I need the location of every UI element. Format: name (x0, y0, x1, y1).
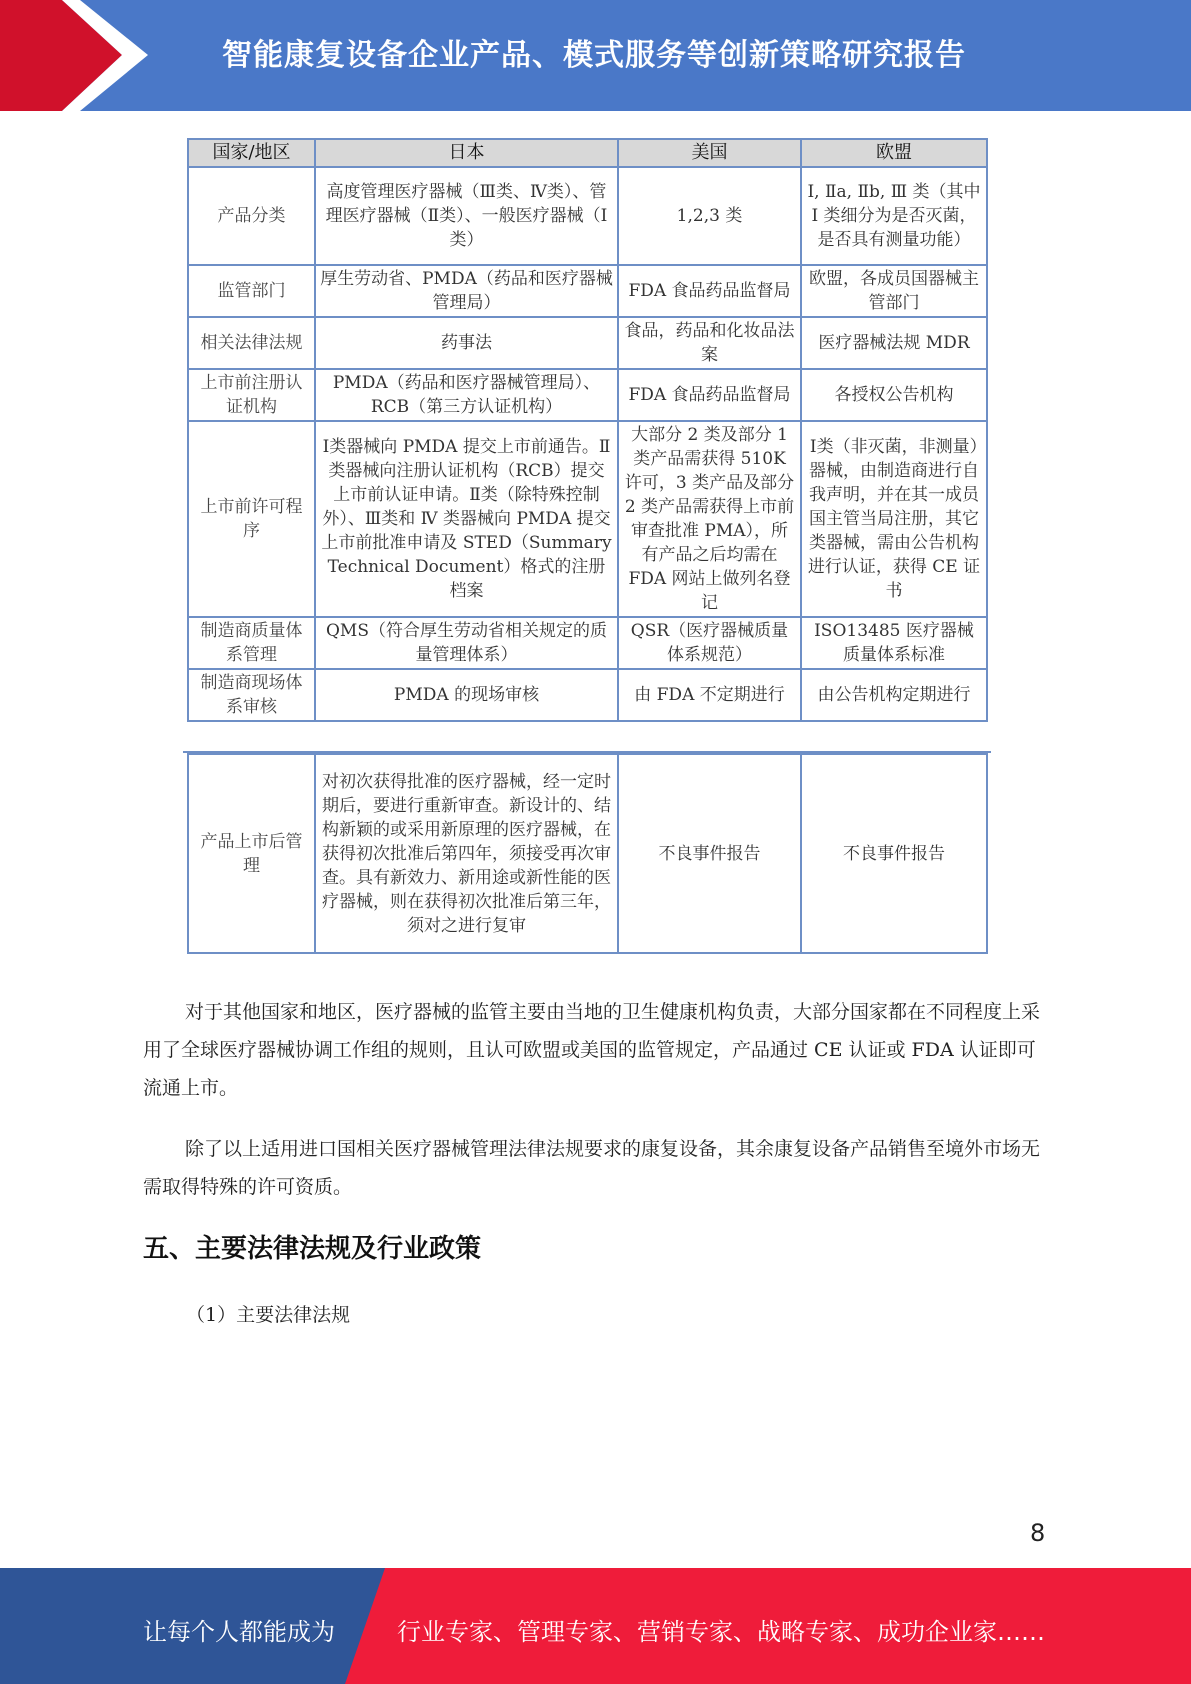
sub-heading: （1）主要法律法规 (186, 1304, 351, 1326)
page-number: 8 (1030, 1519, 1046, 1547)
cell-usa: 由 FDA 不定期进行 (618, 669, 801, 721)
cell-eu: 欧盟，各成员国器械主管部门 (801, 265, 987, 317)
cell-eu: 各授权公告机构 (801, 369, 987, 421)
footer-slogan-left: 让每个人都能成为 (143, 1618, 335, 1646)
page-footer (0, 1568, 1191, 1684)
body-paragraph: 除了以上适用进口国相关医疗器械管理法律法规要求的康复设备，其余康复设备产品销售至境外市场无需取得特殊的许可资质。 (143, 1138, 1041, 1198)
table-row (188, 617, 987, 669)
cell-usa: 1,2,3 类 (618, 167, 801, 265)
row-label: 制造商现场体系审核 (188, 669, 315, 721)
cell-usa: QSR（医疗器械质量体系规范） (618, 617, 801, 669)
cell-japan: 厚生劳动省、PMDA（药品和医疗器械管理局） (315, 265, 618, 317)
table-row (188, 167, 987, 265)
cell-japan: Ⅰ类器械向 PMDA 提交上市前通告。Ⅱ类器械向注册认证机构（RCB）提交上市前认证申请。Ⅱ类（除特殊控制外）、Ⅲ类和 Ⅳ 类器械向 PMDA 提交上市前批准申请及 STED（Summary Technical Document）格式的注册档案 (315, 421, 618, 617)
section-heading: 五、主要法律法规及行业政策 (143, 1234, 482, 1264)
row-label: 产品分类 (188, 167, 315, 265)
row-label: 制造商质量体系管理 (188, 617, 315, 669)
header-japan: 日本 (315, 139, 618, 167)
regulation-comparison-table-continued (187, 753, 988, 954)
cell-japan: PMDA（药品和医疗器械管理局）、RCB（第三方认证机构） (315, 369, 618, 421)
table-row (188, 369, 987, 421)
table-header-row (188, 139, 987, 167)
cell-usa: 大部分 2 类及部分 1 类产品需获得 510K 许可，3 类产品及部分 2 类产品需获得上市前审查批准 PMA），所有产品之后均需在 FDA 网站上做列名登记 (618, 421, 801, 617)
cell-japan: QMS（符合厚生劳动省相关规定的质量管理体系） (315, 617, 618, 669)
row-label: 上市前许可程序 (188, 421, 315, 617)
cell-eu: ISO13485 医疗器械质量体系标准 (801, 617, 987, 669)
page-header (0, 0, 1191, 111)
row-label: 监管部门 (188, 265, 315, 317)
cell-eu: 由公告机构定期进行 (801, 669, 987, 721)
footer-slogan-right: 行业专家、管理专家、营销专家、战略专家、成功企业家…… (397, 1618, 1045, 1646)
table-row (188, 317, 987, 369)
cell-japan: PMDA 的现场审核 (315, 669, 618, 721)
report-title: 智能康复设备企业产品、模式服务等创新策略研究报告 (222, 38, 966, 73)
row-label: 相关法律法规 (188, 317, 315, 369)
table-row (188, 421, 987, 617)
header-eu: 欧盟 (801, 139, 987, 167)
cell-japan: 高度管理医疗器械（Ⅲ类、Ⅳ类）、管理医疗器械（Ⅱ类）、一般医疗器械（Ⅰ类） (315, 167, 618, 265)
table-row (188, 265, 987, 317)
cell-usa: 不良事件报告 (618, 754, 801, 953)
row-label: 上市前注册认证机构 (188, 369, 315, 421)
row-label: 产品上市后管理 (188, 754, 315, 953)
table-row (188, 754, 987, 953)
cell-eu: Ⅰ, Ⅱa, Ⅱb, Ⅲ 类（其中 Ⅰ 类细分为是否灭菌，是否具有测量功能） (801, 167, 987, 265)
cell-eu: 医疗器械法规 MDR (801, 317, 987, 369)
cell-japan: 对初次获得批准的医疗器械，经一定时期后，要进行重新审查。新设计的、结构新颖的或采用新原理的医疗器械，在获得初次批准后第四年，须接受再次审查。具有新效力、新用途或新性能的医疗器械，则在获得初次批准后第三年，须对之进行复审 (315, 754, 618, 953)
cell-japan: 药事法 (315, 317, 618, 369)
cell-eu: Ⅰ类（非灭菌，非测量）器械，由制造商进行自我声明，并在其一成员国主管当局注册，其它类器械，需由公告机构进行认证，获得 CE 证书 (801, 421, 987, 617)
cell-usa: FDA 食品药品监督局 (618, 369, 801, 421)
table-row (188, 669, 987, 721)
cell-usa: FDA 食品药品监督局 (618, 265, 801, 317)
regulation-comparison-table (187, 138, 988, 722)
cell-eu: 不良事件报告 (801, 754, 987, 953)
header-chevron-decoration (0, 0, 150, 111)
body-paragraph: 对于其他国家和地区，医疗器械的监管主要由当地的卫生健康机构负责，大部分国家都在不同程度上采用了全球医疗器械协调工作组的规则，且认可欧盟或美国的监管规定，产品通过 CE 认证或 FDA 认证即可流通上市。 (143, 1001, 1041, 1099)
header-region: 国家/地区 (188, 139, 315, 167)
header-usa: 美国 (618, 139, 801, 167)
cell-usa: 食品，药品和化妆品法案 (618, 317, 801, 369)
